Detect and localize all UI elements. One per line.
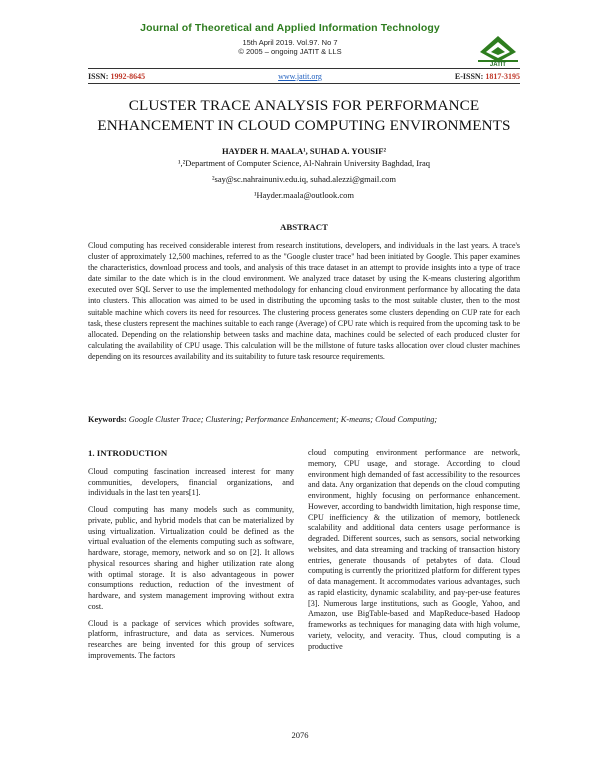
header-rule-top: [88, 68, 520, 69]
right-paragraph: cloud computing environment performance are network, memory, CPU usage, and storage. According to cloud environment high demanded of fast accessibility to the resources and data. Any organization that depends on the cloud computing environment, highly focusing on performance enhancement. However, according to bandwidth limitation, high response time, CPU inefficiency & the utilization of memory, bottleneck scalability and additional data centers usage performance is degraded. Different sources, such as sensors, social networking websites, and data streaming and tracking of transaction history entries, generate thousands of petabytes of data. Cloud computing is currently the prioritized platform for different types of data management. It accommodates various advantages, such as rapid elasticity, dynamic scalability, and pay-per-use features [3]. Numerous large institutions, such as Google, Yahoo, and Amazon, use BigTable-based and MapReduce-based Hadoop frameworks as techniques for managing data with high volume, variety, velocity, and veracity. Thus, cloud computing is a productive: [308, 448, 520, 651]
issn-label: ISSN:: [88, 72, 109, 81]
paper-title-line-1: CLUSTER TRACE ANALYSIS FOR PERFORMANCE: [128, 97, 480, 114]
eissn-value: 1817-3195: [485, 72, 520, 81]
keywords-list: Google Cluster Trace; Clustering; Performance Enhancement; K-means; Cloud Computing;: [128, 415, 438, 424]
issue-line: 15th April 2019. Vol.97. No 7: [242, 38, 338, 47]
issn: [88, 72, 145, 81]
left-paragraph: Cloud is a package of services which provides software, platform, infrastructure, and data as services. Numerous researches are being invented for this group of services improvements. The factors: [88, 618, 294, 660]
section-heading-introduction: 1. INTRODUCTION: [88, 448, 168, 458]
abstract-body: Cloud computing has received considerable interest from research institutions, developers, and individuals in the last years. A trace's cluster of approximately 12,500 machines, referred to as the "Google cluster trace" had been initiated by Google. This paper examines the characteristics, download process and tools, and analysis of this trace dataset in an attempt to provide insights into a type of trace date similar to the date which is in the cloud environment. We analyzed trace dataset by using the K-means clustering algorithm executed over SQL Server to use the implemented methodology for enhancing cloud environment performance by allocating the data into clusters. This allocation was aimed to be used in distributing the upcoming tasks to the most suitable cluster, then to the most suitable machine which covers its need for resources. The clustering process generates some clusters depending on CUP rate for each task, these clusters represent the machines suitable to each range (Average) of CPU rate which is required from the upcoming task to be allocated. Depending on the relationship between tasks and machine data, machines could be selected of each produced cluster for calculating the availability of CPU usage. This calculation will be the millstone of future tasks allocation over cloud cluster machines depending on its resources availability and its suitability to future task resource requirements.: [88, 241, 520, 361]
copyright-line: © 2005 – ongoing JATIT & LLS: [238, 47, 342, 56]
keywords-label: Keywords:: [88, 415, 127, 424]
issn-value: 1992-8645: [110, 72, 146, 81]
keywords: [88, 415, 520, 424]
left-paragraph: Cloud computing fascination increased interest for many communities, developers, financial organizations, and individuals in the last ten years[1].: [88, 466, 294, 498]
abstract-heading: ABSTRACT: [280, 222, 328, 232]
eissn: [440, 72, 520, 81]
affiliation: ¹,²Department of Computer Science, Al-Nahrain University Baghdad, Iraq: [178, 158, 430, 168]
left-column: [88, 448, 294, 668]
journal-title: Journal of Theoretical and Applied Information Technology: [140, 22, 440, 34]
paper-title: [88, 96, 520, 136]
jatit-logo-icon: [476, 32, 520, 66]
logo-text: JATIT: [489, 62, 507, 68]
right-column: [308, 448, 520, 658]
journal-url-link[interactable]: www.jatit.org: [278, 72, 322, 81]
page-number: 2076: [291, 730, 309, 740]
left-paragraph: Cloud computing has many models such as community, private, public, and hybrid models that can be materialized by using virtualization. Virtualization could be defined as the virtual evaluation of the elements computing such as software, hardware, storage, memory, network and so on [2]. It allows physical resources sharing and higher utilization rate along with optimal storage. It is also advantageous in power consumptions reduction, reduction of the investment of hardware, and system management improving without extra cost.: [88, 505, 294, 611]
email-line-1: ²say@sc.nahrainuniv.edu.iq, suhad.alezzi@gmail.com: [211, 174, 397, 184]
header-rule-bottom: [88, 83, 520, 84]
email-line-2: ¹Hayder.maala@outlook.com: [253, 190, 355, 200]
authors: HAYDER H. MAALA¹, SUHAD A. YOUSIF²: [221, 146, 387, 156]
eissn-label: E-ISSN:: [454, 72, 484, 81]
paper-title-line-2: ENHANCEMENT IN CLOUD COMPUTING ENVIRONMENTS: [97, 117, 511, 134]
